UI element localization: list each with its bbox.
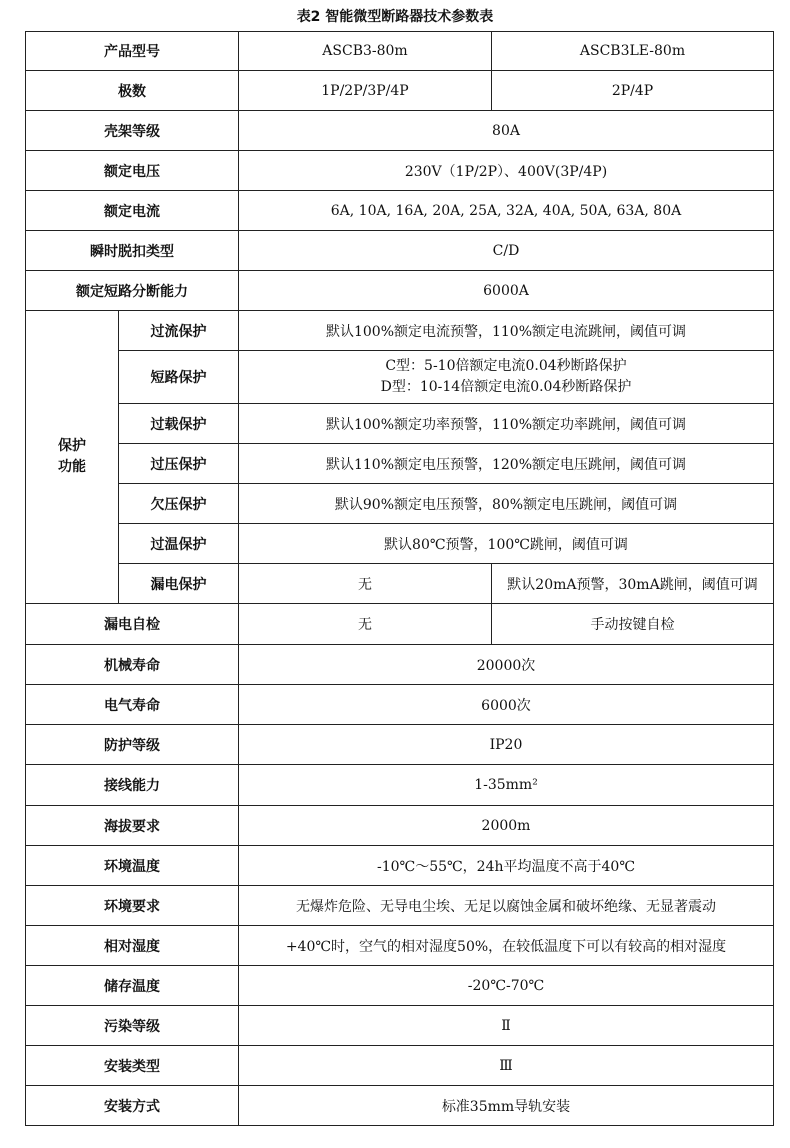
row-label: 漏电保护	[119, 564, 239, 604]
row-label: 过流保护	[119, 311, 239, 351]
row-label: 储存温度	[26, 966, 239, 1006]
cell-value: 2P/4P	[492, 71, 774, 111]
table-row	[26, 846, 774, 886]
row-label: 安装方式	[26, 1086, 239, 1126]
table-row	[26, 271, 774, 311]
table-row	[26, 191, 774, 231]
cell-value: 手动按键自检	[492, 604, 774, 645]
row-label: 极数	[26, 71, 239, 111]
row-label: 壳架等级	[26, 111, 239, 151]
cell-value: -10℃～55℃，24h平均温度不高于40℃	[239, 846, 774, 886]
cell-value: 无爆炸危险、无导电尘埃、无足以腐蚀金属和破坏绝缘、无显著震动	[239, 886, 774, 926]
row-label: 安装类型	[26, 1046, 239, 1086]
table-row	[26, 404, 774, 444]
cell-value: +40℃时，空气的相对湿度50%，在较低温度下可以有较高的相对湿度	[239, 926, 774, 966]
cell-line: D型：10-14倍额定电流0.04秒断路保护	[380, 379, 632, 395]
table-row	[26, 725, 774, 765]
cell-value: 230V（1P/2P）、400V(3P/4P)	[239, 151, 774, 191]
row-label: 过载保护	[119, 404, 239, 444]
table-row	[26, 311, 774, 351]
table-row	[26, 604, 774, 645]
row-label: 额定电压	[26, 151, 239, 191]
cell-value: 6000A	[239, 271, 774, 311]
cell-value: 无	[239, 604, 492, 645]
row-label: 额定电流	[26, 191, 239, 231]
cell-value: 2000m	[239, 806, 774, 846]
table-row	[26, 645, 774, 685]
cell-value: 默认80℃预警，100℃跳闸，阈值可调	[239, 524, 774, 564]
table-caption: 表2 智能微型断路器技术参数表	[296, 9, 494, 25]
table-row	[26, 151, 774, 191]
table-row	[26, 111, 774, 151]
group-label-line2: 功能	[58, 459, 86, 475]
row-label: 环境温度	[26, 846, 239, 886]
table-row	[26, 32, 774, 71]
cell-value: 默认110%额定电压预警，120%额定电压跳闸，阈值可调	[239, 444, 774, 484]
table-row	[26, 886, 774, 926]
row-label: 欠压保护	[119, 484, 239, 524]
cell-value: 默认100%额定功率预警，110%额定功率跳闸，阈值可调	[239, 404, 774, 444]
row-label: 过温保护	[119, 524, 239, 564]
cell-value: IP20	[239, 725, 774, 765]
cell-value: Ⅱ	[239, 1006, 774, 1046]
cell-value: 默认100%额定电流预警，110%额定电流跳闸，阈值可调	[239, 311, 774, 351]
cell-value: 默认20mA预警，30mA跳闸，阈值可调	[492, 564, 774, 604]
table-row	[26, 966, 774, 1006]
table-row	[26, 564, 774, 604]
row-label: 过压保护	[119, 444, 239, 484]
cell-value	[239, 351, 774, 404]
row-label: 相对湿度	[26, 926, 239, 966]
table-row	[26, 685, 774, 725]
row-label: 环境要求	[26, 886, 239, 926]
row-label: 机械寿命	[26, 645, 239, 685]
row-label: 电气寿命	[26, 685, 239, 725]
cell-value: C/D	[239, 231, 774, 271]
table-row	[26, 231, 774, 271]
cell-value: 无	[239, 564, 492, 604]
row-label: 污染等级	[26, 1006, 239, 1046]
spec-table	[25, 31, 774, 1126]
row-label: 海拔要求	[26, 806, 239, 846]
row-label: 额定短路分断能力	[26, 271, 239, 311]
cell-value: Ⅲ	[239, 1046, 774, 1086]
cell-value: 6A, 10A, 16A, 20A, 25A, 32A, 40A, 50A, 63A, 80A	[239, 191, 774, 231]
cell-value: 6000次	[239, 685, 774, 725]
row-label: 产品型号	[26, 32, 239, 71]
cell-line: C型：5-10倍额定电流0.04秒断路保护	[385, 358, 627, 374]
cell-value: 1-35mm²	[239, 765, 774, 806]
table-row	[26, 71, 774, 111]
group-label-line1: 保护	[58, 438, 86, 454]
row-label: 漏电自检	[26, 604, 239, 645]
table-row	[26, 1006, 774, 1046]
cell-value: 默认90%额定电压预警，80%额定电压跳闸，阈值可调	[239, 484, 774, 524]
row-label: 防护等级	[26, 725, 239, 765]
table-row	[26, 484, 774, 524]
cell-value: ASCB3-80m	[239, 32, 492, 71]
cell-value: 1P/2P/3P/4P	[239, 71, 492, 111]
cell-value: 20000次	[239, 645, 774, 685]
row-label: 瞬时脱扣类型	[26, 231, 239, 271]
table-row	[26, 1086, 774, 1126]
cell-value: ASCB3LE-80m	[492, 32, 774, 71]
table-row	[26, 806, 774, 846]
table-row	[26, 926, 774, 966]
cell-value: -20℃-70℃	[239, 966, 774, 1006]
protection-group-label	[26, 311, 119, 604]
row-label: 接线能力	[26, 765, 239, 806]
cell-value: 标准35mm导轨安装	[239, 1086, 774, 1126]
row-label: 短路保护	[119, 351, 239, 404]
table-row	[26, 444, 774, 484]
table-row	[26, 1046, 774, 1086]
cell-value: 80A	[239, 111, 774, 151]
table-row	[26, 351, 774, 404]
table-row	[26, 524, 774, 564]
table-row	[26, 765, 774, 806]
